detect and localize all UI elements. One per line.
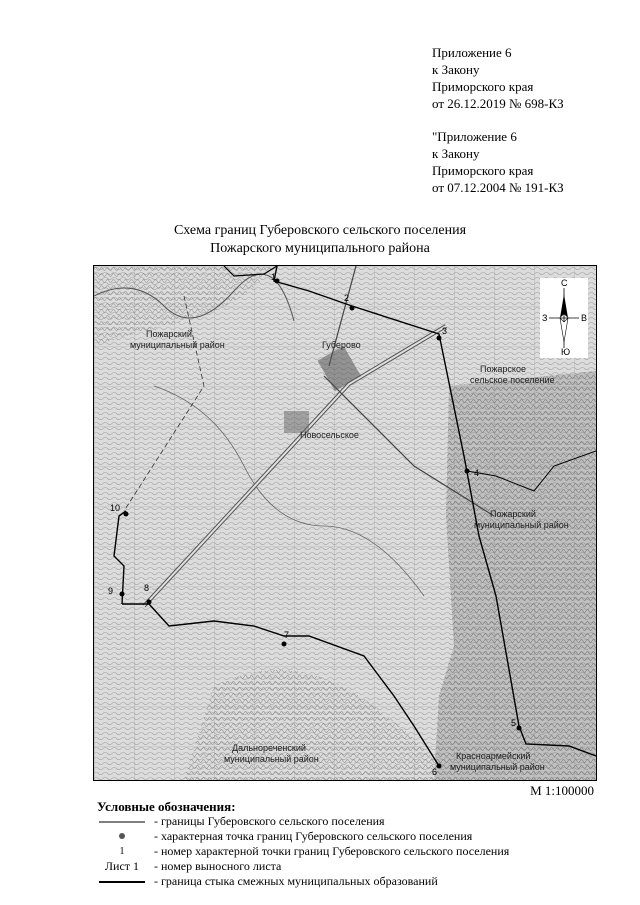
legend-text: - характерная точка границ Губеровского сельского поселения xyxy=(154,829,473,843)
label-novoselskoye: Новосельское xyxy=(300,430,359,440)
point-number-9: 9 xyxy=(108,586,114,596)
map-scale: М 1:100000 xyxy=(530,783,594,798)
legend-item-joint-boundary xyxy=(97,874,617,889)
boundary-point-3[interactable] xyxy=(437,336,442,341)
legend-symbol: 1 xyxy=(119,846,125,857)
appendix-line: от 07.12.2004 № 191-КЗ xyxy=(432,180,564,195)
point-number-4: 4 xyxy=(474,468,480,478)
boundary-point-7[interactable] xyxy=(282,642,287,647)
boundary-point-8[interactable] xyxy=(147,600,152,605)
compass-south: Ю xyxy=(561,347,571,357)
label-pozharsky-nw-2: муниципальный район xyxy=(130,340,225,350)
compass-rose-icon xyxy=(540,278,588,358)
point-number-6: 6 xyxy=(432,767,438,777)
point-number-1: 1 xyxy=(271,272,277,282)
compass-north: С xyxy=(561,278,568,288)
appendix-line: Приморского края xyxy=(432,163,534,178)
compass-east: В xyxy=(581,313,588,323)
appendix-line: от 26.12.2019 № 698-КЗ xyxy=(432,96,564,111)
legend-symbol: Лист 1 xyxy=(104,859,140,873)
point-number-7: 7 xyxy=(284,630,290,640)
boundary-point-10[interactable] xyxy=(124,512,129,517)
legend-item-boundary xyxy=(97,814,617,829)
legend-item-point-number xyxy=(97,844,617,859)
joint-boundary-line-icon xyxy=(97,874,147,889)
appendix-line: к Закону xyxy=(432,146,480,161)
appendix-line: к Закону xyxy=(432,62,480,77)
appendix-line: Приморского края xyxy=(432,79,534,94)
point-number-5: 5 xyxy=(511,718,517,728)
legend-text: - границы Губеровского сельского поселения xyxy=(154,814,385,828)
point-number-8: 8 xyxy=(144,583,150,593)
compass-west: З xyxy=(542,313,548,323)
label-pozharsky-settlement-1: Пожарское xyxy=(480,364,526,374)
label-pozharsky-e-2: муниципальный район xyxy=(474,520,569,530)
appendix-line: "Приложение 6 xyxy=(432,129,517,144)
point-number-10: 10 xyxy=(110,503,121,513)
point-dot-icon xyxy=(97,829,147,844)
label-pozharsky-nw-1: Пожарский xyxy=(146,329,192,339)
boundary-point-5[interactable] xyxy=(517,726,522,731)
appendix-line: Приложение 6 xyxy=(432,45,512,60)
label-dalnerechensky-2: муниципальный район xyxy=(224,754,319,764)
map-canvas xyxy=(94,266,596,780)
point-number-2: 2 xyxy=(344,293,350,303)
appendix-original xyxy=(432,128,564,196)
label-pozharsky-settlement-2: сельское поселение xyxy=(470,375,555,385)
label-krasnoarmeysky-2: муниципальный район xyxy=(450,762,545,772)
boundary-point-2[interactable] xyxy=(350,306,355,311)
legend-heading: Условные обозначения: xyxy=(97,799,236,814)
map-frame[interactable] xyxy=(93,265,597,781)
legend-text: - номер характерной точки границ Губеровского сельского поселения xyxy=(154,844,510,858)
label-dalnerechensky-1: Дальнореченский xyxy=(232,743,306,753)
boundary-point-6[interactable] xyxy=(437,764,442,769)
appendix-current xyxy=(432,44,564,112)
legend-item-sheet xyxy=(97,859,617,874)
label-guberovo: Губерово xyxy=(322,340,361,350)
boundary-point-4[interactable] xyxy=(465,469,470,474)
point-number-3: 3 xyxy=(442,326,448,336)
boundary-line-icon xyxy=(97,814,147,829)
legend-text: - граница стыка смежных муниципальных образований xyxy=(154,874,438,888)
label-pozharsky-e-1: Пожарский xyxy=(490,509,536,519)
legend-text: - номер выносного листа xyxy=(154,859,282,873)
label-krasnoarmeysky-1: Красноармейский xyxy=(456,751,531,761)
legend-item-point xyxy=(97,829,617,844)
map-title-line-2: Пожарского муниципального района xyxy=(210,241,430,256)
boundary-point-9[interactable] xyxy=(120,592,125,597)
map-title-line-1: Схема границ Губеровского сельского поселения xyxy=(173,223,467,238)
